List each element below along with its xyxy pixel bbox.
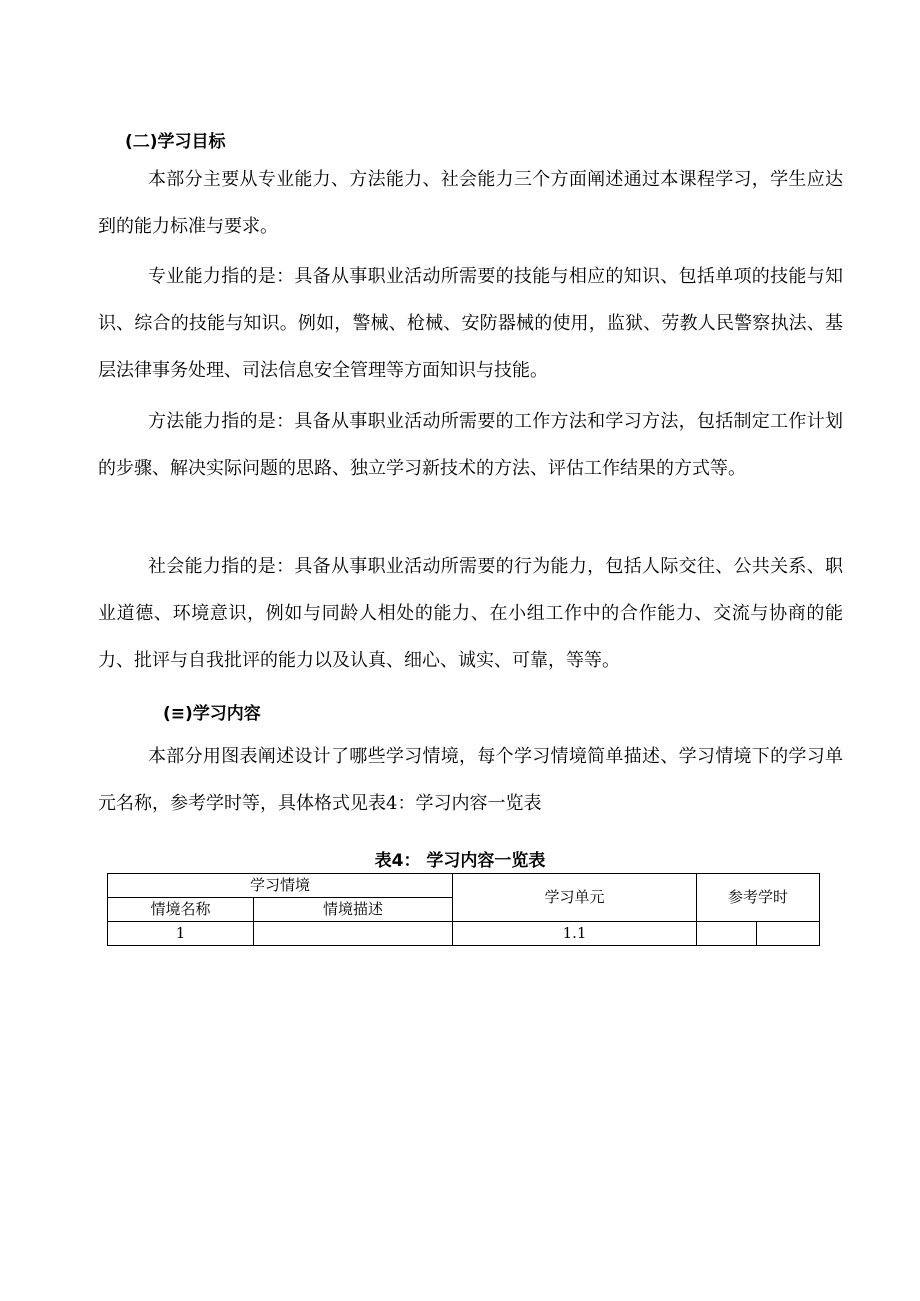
cell-situation-name: 1 (108, 922, 254, 946)
header-learning-situation: 学习情境 (108, 874, 453, 898)
cell-hours-a (697, 922, 757, 946)
section-heading-goals: (二)学习目标 (125, 132, 226, 152)
header-reference-hours: 参考学时 (697, 874, 820, 922)
header-situation-name: 情境名称 (108, 898, 254, 922)
paragraph-content-intro: 本部分用图表阐述设计了哪些学习情境，每个学习情境简单描述、学习情境下的学习单元名称，参考学时等，具体格式见表4：学习内容一览表 (98, 746, 843, 814)
paragraph-method-ability: 方法能力指的是：具备从事职业活动所需要的工作方法和学习方法，包括制定工作计划的步骤、解决实际问题的思路、独立学习新技术的方法、评估工作结果的方式等。 (98, 411, 843, 479)
cell-learning-unit: 1.1 (453, 922, 697, 946)
header-learning-unit: 学习单元 (453, 874, 697, 922)
table-header-row (108, 874, 820, 898)
paragraph-professional-ability: 专业能力指的是：具备从事职业活动所需要的技能与相应的知识、包括单项的技能与知识、综合的技能与知识。例如，警械、枪械、安防器械的使用，监狱、劳教人民警察执法、基层法律事务处理、司法信息安全管理等方面知识与技能。 (98, 266, 843, 381)
section-heading-content: (≡)学习内容 (163, 704, 261, 724)
cell-situation-description (254, 922, 453, 946)
table-row (108, 922, 820, 946)
paragraph-social-ability: 社会能力指的是：具备从事职业活动所需要的行为能力，包括人际交往、公共关系、职业道德、环境意识，例如与同龄人相处的能力、在小组工作中的合作能力、交流与协商的能力、批评与自我批评的能力以及认真、细心、诚实、可靠，等等。 (98, 556, 843, 671)
header-situation-description: 情境描述 (254, 898, 453, 922)
cell-hours-b (757, 922, 820, 946)
learning-content-table (107, 873, 820, 946)
paragraph-goals-intro: 本部分主要从专业能力、方法能力、社会能力三个方面阐述通过本课程学习，学生应达到的能力标准与要求。 (98, 169, 843, 237)
table-caption: 表4： 学习内容一览表 (374, 851, 546, 871)
